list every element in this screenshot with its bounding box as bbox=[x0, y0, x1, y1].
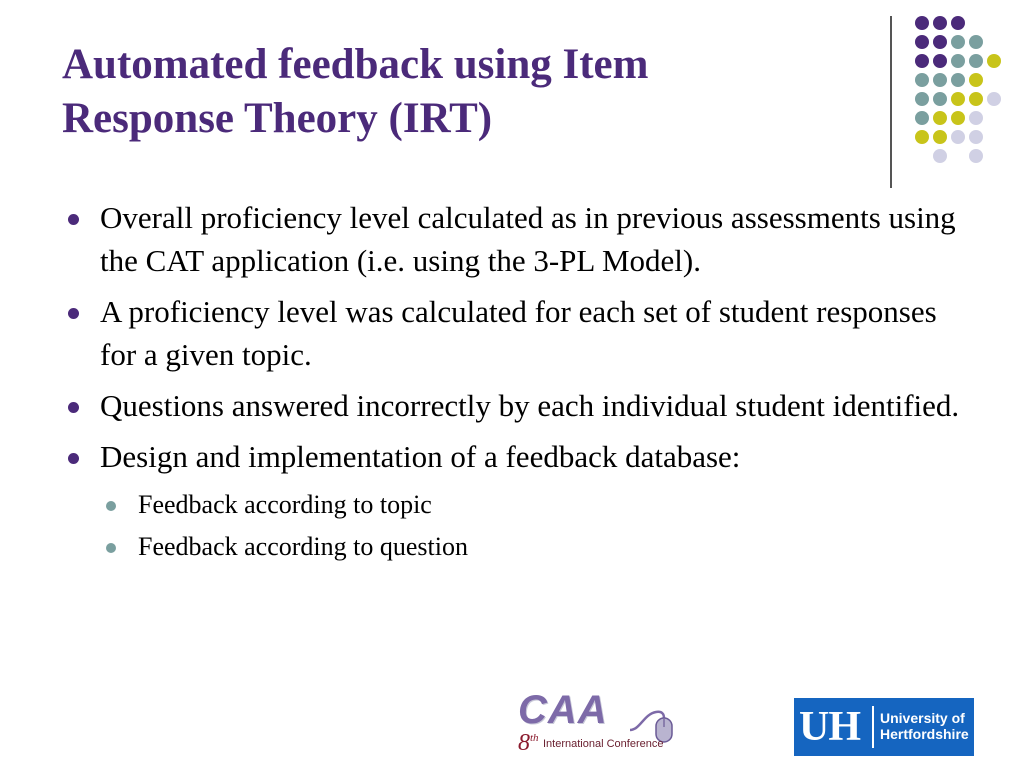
uh-logo-name-line-2: Hertfordshire bbox=[880, 726, 969, 742]
decorative-dot-grid bbox=[896, 12, 1012, 172]
caa-edition-number bbox=[518, 730, 539, 757]
uh-logo-name-line-1: University of bbox=[880, 710, 965, 726]
slide-title-line-1: Automated feedback using Item bbox=[62, 41, 649, 88]
dot-row-5 bbox=[915, 92, 1001, 106]
bullet-item: Questions answered incorrectly by each individual student identified. bbox=[62, 384, 962, 427]
uh-logo-separator bbox=[872, 706, 874, 748]
dot-row-6 bbox=[915, 111, 983, 125]
slide-title bbox=[62, 38, 862, 146]
caa-edition-suffix: th bbox=[530, 732, 539, 744]
uh-logo-letters: UH bbox=[799, 704, 860, 750]
sub-bullet-item: Feedback according to question bbox=[62, 528, 962, 566]
bullet-item: Overall proficiency level calculated as in previous assessments using the CAT application (i.e. using the 3-PL Model). bbox=[62, 196, 962, 282]
dot-row-7 bbox=[915, 130, 983, 144]
caa-conference-logo bbox=[510, 688, 680, 760]
dot-row-2 bbox=[915, 35, 983, 49]
dot-row-8 bbox=[933, 149, 983, 163]
bullet-list bbox=[62, 196, 962, 570]
caa-edition-digit: 8 bbox=[518, 730, 530, 756]
bullet-item: A proficiency level was calculated for each set of student responses for a given topic. bbox=[62, 290, 962, 376]
slide-title-line-2: Response Theory (IRT) bbox=[62, 94, 493, 142]
university-of-hertfordshire-logo bbox=[794, 698, 974, 756]
bullet-item: Design and implementation of a feedback database: bbox=[62, 435, 962, 478]
caa-logo-word: CAA bbox=[518, 688, 608, 732]
dot-row-1 bbox=[915, 16, 965, 30]
dot-row-3 bbox=[915, 54, 1001, 68]
uh-logo-name bbox=[880, 710, 969, 742]
sub-bullet-item: Feedback according to topic bbox=[62, 486, 962, 524]
caa-conference-label: International Conference bbox=[543, 738, 664, 750]
title-divider bbox=[890, 16, 892, 188]
dot-row-4 bbox=[915, 73, 983, 87]
